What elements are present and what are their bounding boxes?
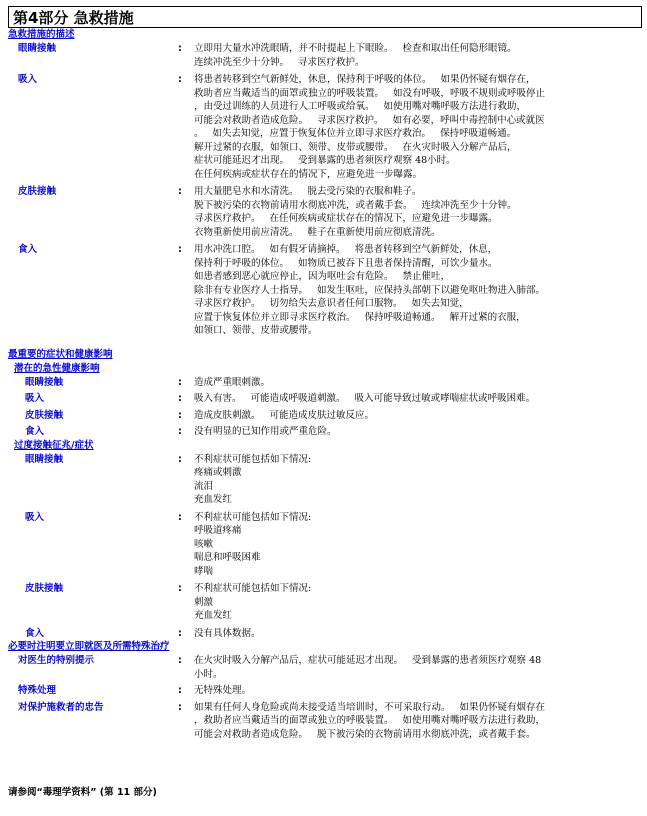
acute-effects-heading: 潜在的急性健康影响 (14, 362, 100, 374)
entry-row (8, 701, 642, 742)
entry-row (8, 409, 642, 423)
entry-label: 对医生的特别提示 (18, 655, 95, 666)
page (8, 6, 642, 741)
entry-text: 没有具体数据。 (194, 627, 261, 639)
entry-text: 用大量肥皂水和水清洗。 脱去受污染的衣服和鞋子。 脱下被污染的衣物前请用水彻底冲洗，或者戴手套。 连续冲洗至少十分钟。 寻求医疗救护。 在任何疾病或症状存在的情况下，应避免进一步曝露。 衣物重新使用前应清洗。 鞋子在重新使用前应彻底清洗。 (194, 186, 517, 238)
entry-text: 不利症状可能包括如下情况: 刺激 充血发红 (194, 583, 312, 621)
entry-text: 在火灾时吸入分解产品后，症状可能延迟才出现。 受到暴露的患者须医疗观察 48 小时。 (194, 655, 542, 680)
entry-label: 食入 (25, 627, 45, 639)
entry-colon: : (178, 511, 182, 523)
entry-row (8, 376, 642, 390)
entry-row (8, 185, 642, 239)
section-title-box (8, 6, 642, 28)
entry-text: 不利症状可能包括如下情况: 疼痛或刺激 流泪 充血发红 (194, 453, 312, 505)
entry-label: 眼睛接触 (18, 43, 57, 54)
entry-colon: : (178, 655, 182, 666)
entry-label: 吸入 (25, 393, 45, 404)
entry-label: 皮肤接触 (18, 186, 57, 197)
medical-heading: 必要时注明要立即就医及所需特殊治疗 (8, 641, 170, 652)
entry-row (8, 582, 642, 623)
entry-row (8, 453, 642, 507)
overexposure-heading: 过度接触征兆/症状 (14, 439, 94, 451)
entry-row (8, 425, 642, 439)
entry-label: 食入 (18, 244, 38, 255)
entry-colon: : (178, 43, 182, 54)
entry-row (8, 73, 642, 181)
entry-label: 吸入 (25, 511, 45, 523)
entry-row (8, 243, 642, 338)
entry-label: 吸入 (18, 74, 38, 85)
acute-effects-list (8, 376, 642, 439)
overexposure-list (8, 453, 642, 641)
entry-row (8, 392, 642, 406)
entry-colon: : (178, 453, 182, 465)
entry-text: 吸入有害。 可能造成呼吸道刺激。 吸入可能导致过敏或哮喘症状或呼吸困难。 (194, 393, 536, 404)
entry-colon: : (178, 393, 182, 404)
entry-row (8, 654, 642, 681)
section-title: 第4部分 急救措施 (13, 8, 134, 27)
entry-colon: : (178, 426, 182, 437)
entry-colon: : (178, 409, 182, 421)
entry-text: 不利症状可能包括如下情况: 呼吸道疼痛 咳嗽 喘息和呼吸困难 哮喘 (194, 511, 312, 577)
footer-note: 请参阅“毒理学资料” (第 11 部分) (8, 787, 157, 798)
entry-text: 如果有任何人身危险或尚未接受适当培训时，不可采取行动。 如果仍怀疑有烟存在 ，救助者应当戴适当的面罩或独立的呼吸装置。 如使用嘴对嘴呼吸方法进行救助， 可能会对救助者造成危险。 脱下被污染的衣物前请用水彻底冲洗，或者戴手套。 (194, 701, 546, 740)
first-aid-heading: 急救措施的描述 (8, 29, 75, 40)
entry-colon: : (178, 186, 182, 197)
entry-text: 用水冲洗口腔。 如有假牙请摘掉。 将患者转移到空气新鲜处，休息， 保持利于呼吸的体位。 如物质已被吞下且患者保持清醒，可饮少量水。 如患者感到恶心就应停止，因为呕吐会有危险。 禁止催吐， 除非有专业医疗人士指导。 如发生呕吐，应保持头部朝下以避免呕吐物进入肺部。 寻求医疗救护。 切勿给失去意识者任何口服物。 如失去知觉， 应置于恢复体位并立即寻求医疗救治。 保持呼吸道畅通。 解开过紧的衣服， 如领口、领带、皮带或腰带。 (194, 244, 546, 336)
entry-row (8, 684, 642, 698)
entry-label: 食入 (25, 426, 45, 437)
entry-row (8, 511, 642, 579)
entry-colon: : (178, 701, 182, 713)
entry-label: 眼睛接触 (25, 453, 64, 465)
entry-colon: : (178, 583, 182, 594)
entry-colon: : (178, 74, 182, 85)
entry-row (8, 627, 642, 641)
entry-label: 皮肤接触 (25, 409, 64, 421)
entry-text: 造成皮肤刺激。 可能造成皮肤过敏反应。 (194, 409, 375, 421)
entry-colon: : (178, 627, 182, 639)
first-aid-list (8, 42, 642, 338)
entry-label: 对保护施救者的忠告 (18, 701, 104, 713)
entry-text: 立即用大量水冲洗眼睛，并不时提起上下眼睑。 检查和取出任何隐形眼镜。 连续冲洗至少十分钟。 寻求医疗救护。 (194, 43, 517, 68)
entry-text: 无特殊处理。 (194, 685, 252, 696)
entry-text: 将患者转移到空气新鲜处，休息，保持利于呼吸的体位。 如果仍怀疑有烟存在， 救助者应当戴适当的面罩或独立的呼吸装置。 如没有呼吸，呼吸不规则或呼吸停止 ，由受过训练的人员进行人工呼吸或给氧。 如使用嘴对嘴呼吸方法进行救助， 可能会对救助者造成危险。 寻求医疗救护。 如有必要，呼叫中毒控制中心或就医 。 如失去知觉，应置于恢复体位并立即寻求医疗救治。 保持呼吸道畅通。 解开过紧的衣服，如领口、领带、皮带或腰带。 在火灾时吸入分解产品后， 症状可能延迟才出现。 受到暴露的患者须医疗观察 48小时。 在任何疾病或症状存在的情况下，应避免进一步曝露。 (194, 74, 546, 180)
entry-colon: : (178, 244, 182, 255)
entry-text: 没有明显的已知作用或严重危险。 (194, 426, 337, 437)
entry-colon: : (178, 376, 182, 388)
entry-label: 眼睛接触 (25, 376, 64, 388)
symptoms-heading: 最重要的症状和健康影响 (8, 348, 113, 360)
entry-label: 特殊处理 (18, 685, 57, 696)
entry-label: 皮肤接触 (25, 583, 64, 594)
entry-row (8, 42, 642, 69)
entry-colon: : (178, 685, 182, 696)
medical-list (8, 654, 642, 741)
entry-text: 造成严重眼刺激。 (194, 376, 271, 388)
